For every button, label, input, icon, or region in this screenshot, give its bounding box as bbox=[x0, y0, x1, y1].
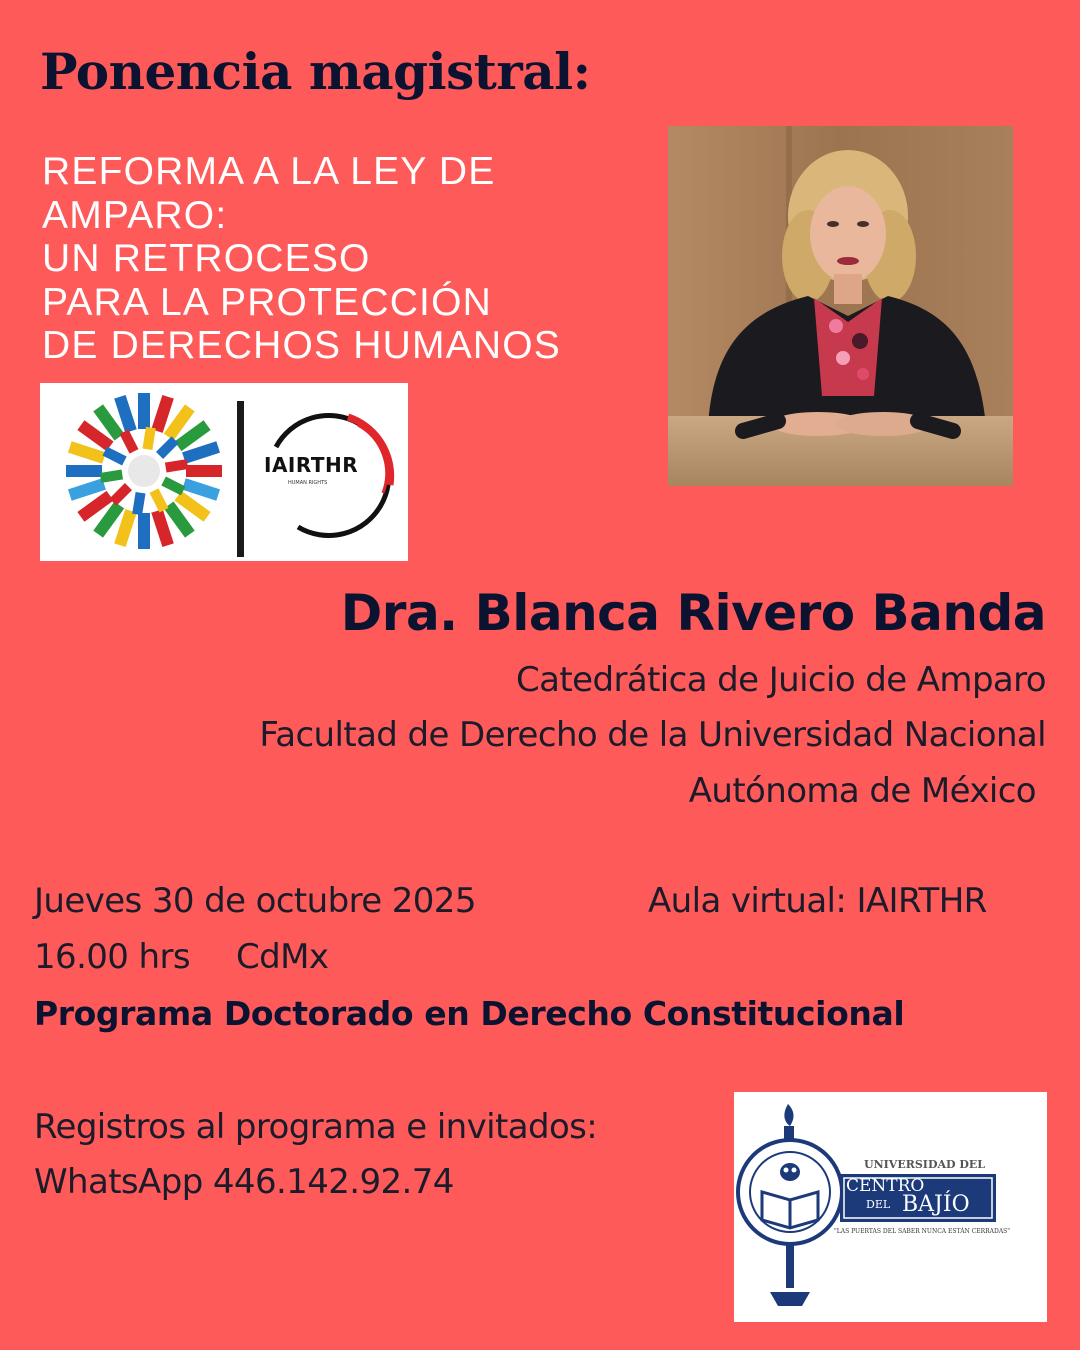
speaker-name: Dra. Blanca Rivero Banda bbox=[340, 584, 1046, 642]
iairthr-logo-subtext: HUMAN RIGHTS bbox=[288, 480, 328, 486]
event-city: CdMx bbox=[236, 937, 329, 977]
event-date: Jueves 30 de octubre 2025 bbox=[34, 881, 476, 921]
talk-title bbox=[42, 150, 642, 368]
event-classroom: Aula virtual: IAIRTHR bbox=[648, 881, 987, 921]
talk-title-line: REFORMA A LA LEY DE bbox=[42, 150, 496, 193]
speaker-affiliation-line: Facultad de Derecho de la Universidad Nacional bbox=[259, 715, 1046, 755]
registration-whatsapp: WhatsApp 446.142.92.74 bbox=[34, 1162, 454, 1202]
talk-title-line: AMPARO: bbox=[42, 193, 228, 237]
university-motto: "LAS PUERTAS DEL SABER NUNCA ESTÁN CERRADAS" bbox=[834, 1228, 1011, 1235]
talk-title-line: UN RETROCESO bbox=[42, 237, 371, 280]
speaker-affiliation-line: Catedrática de Juicio de Amparo bbox=[516, 660, 1046, 700]
iairthr-logo-text: IAIRTHR bbox=[264, 453, 359, 477]
speaker-portrait-image bbox=[668, 126, 1013, 486]
registration-label: Registros al programa e invitados: bbox=[34, 1107, 598, 1147]
university-logo bbox=[734, 1092, 1047, 1322]
university-name-bajio: BAJÍO bbox=[902, 1192, 970, 1217]
talk-title-line: DE DERECHOS HUMANOS bbox=[42, 324, 562, 367]
university-name-centro: CENTRO bbox=[846, 1176, 925, 1196]
university-name-del: DEL bbox=[866, 1198, 891, 1211]
talk-title-line: PARA LA PROTECCIÓN bbox=[42, 280, 492, 324]
organization-logos bbox=[40, 383, 408, 561]
event-time: 16.00 hrs bbox=[34, 937, 190, 977]
university-name-top: UNIVERSIDAD DEL bbox=[864, 1158, 986, 1171]
speaker-affiliation-line: Autónoma de México bbox=[688, 771, 1036, 811]
program-name: Programa Doctorado en Derecho Constitucional bbox=[34, 994, 905, 1033]
speaker-photo bbox=[668, 126, 1013, 486]
university-seal-icon bbox=[734, 1092, 1047, 1322]
page-title: Ponencia magistral: bbox=[40, 42, 591, 101]
